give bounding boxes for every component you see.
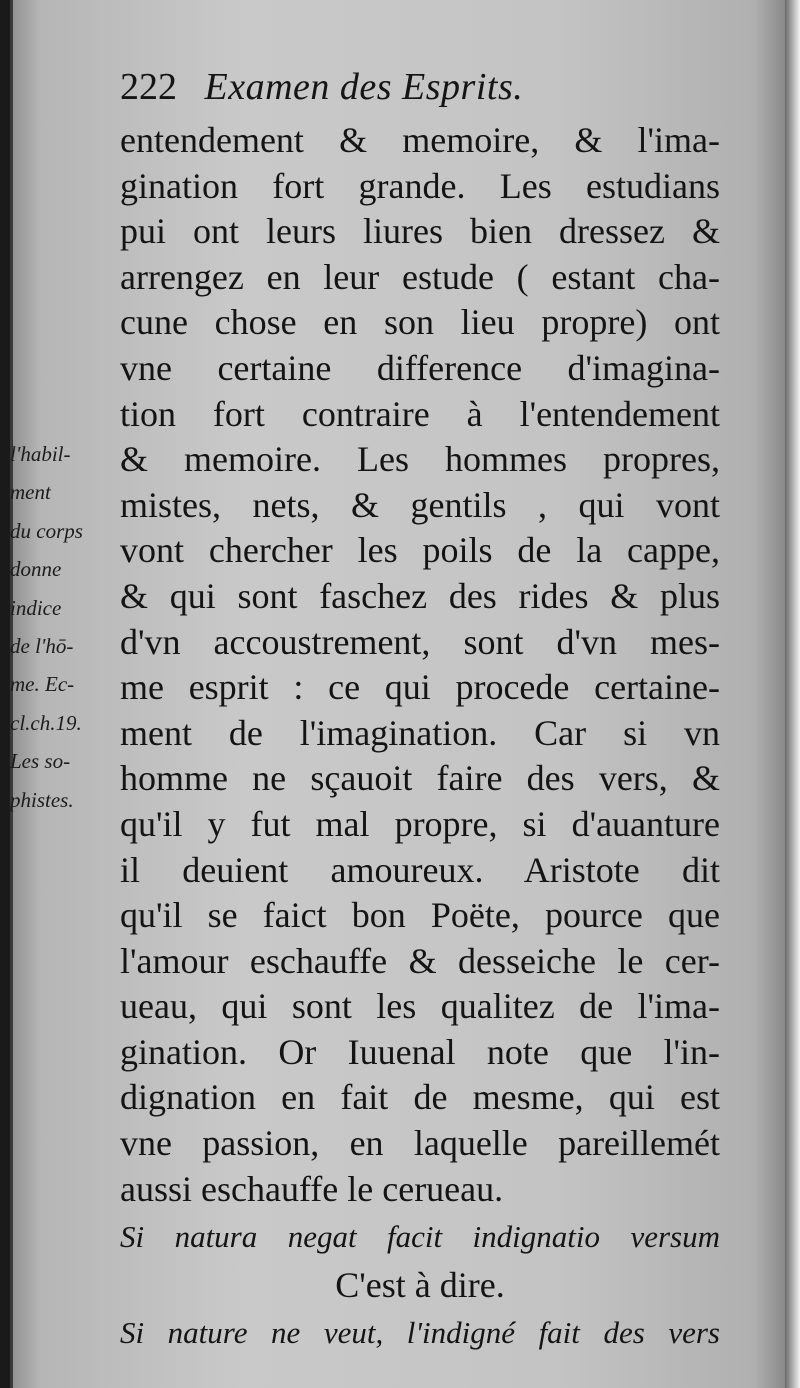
margin-note-line: donne	[10, 557, 62, 582]
latin-verse: Si natura negat facit indignatio versum	[120, 1219, 720, 1255]
french-verse: Si nature ne veut, l'indigné fait des vers	[120, 1315, 720, 1351]
body-text	[120, 118, 720, 1358]
text-line: qu'il se faict bon Poëte, pource que	[120, 895, 720, 936]
text-line: tion fort contraire à l'entendement	[120, 393, 720, 434]
book-page	[10, 0, 785, 1388]
margin-note-line: Les so-	[10, 749, 71, 774]
text-line: vne certaine difference d'imagina-	[120, 347, 720, 388]
text-line: ment de l'imagination. Car si vn	[120, 712, 720, 753]
text-line: entendement & memoire, & l'ima-	[120, 120, 720, 160]
text-line: gination. Or Iuuenal note que l'in-	[120, 1031, 720, 1072]
margin-notes	[10, 435, 110, 819]
prose-lines	[120, 118, 720, 1212]
text-line: ueau, qui sont les qualitez de l'ima-	[120, 986, 720, 1027]
text-line: il deuient amoureux. Aristote dit	[120, 849, 720, 890]
margin-note-line: de l'hō-	[10, 633, 74, 658]
text-line: & memoire. Les hommes propres,	[120, 439, 720, 480]
text-line: qu'il y fut mal propre, si d'auanture	[120, 803, 720, 844]
margin-note-line: ment	[10, 480, 51, 505]
text-line: gination fort grande. Les estudians	[120, 165, 720, 206]
page-edge	[785, 0, 800, 1388]
text-line: homme ne sçauoit faire des vers, &	[120, 758, 720, 799]
text-line: mistes, nets, & gentils , qui vont	[120, 484, 720, 525]
text-line: vne passion, en laquelle pareillemét	[120, 1123, 720, 1164]
text-line: aussi eschauffe le cerueau.	[120, 1168, 504, 1209]
text-line: me esprit : ce qui procede certaine-	[120, 667, 720, 708]
margin-note-line: me. Ec-	[10, 672, 75, 697]
margin-note-line: indice	[10, 595, 62, 620]
page-header	[120, 62, 640, 112]
text-line: cune chose en son lieu propre) ont	[120, 302, 720, 343]
text-line: dignation en fait de mesme, qui est	[120, 1077, 720, 1118]
text-line: d'vn accoustrement, sont d'vn mes-	[120, 621, 720, 662]
text-line: pui ont leurs liures bien dressez &	[120, 211, 720, 252]
margin-note-line: l'habil-	[10, 442, 71, 466]
margin-note-line: du corps	[10, 518, 83, 543]
text-line: vont chercher les poils de la cappe,	[120, 530, 720, 571]
margin-note-line: phistes.	[10, 787, 74, 812]
page-number: 222	[120, 66, 177, 108]
text-line: l'amour eschauffe & desseiche le cer-	[120, 940, 720, 981]
verse-transition: C'est à dire.	[335, 1265, 505, 1306]
running-title: Examen des Esprits.	[204, 66, 524, 108]
text-line: arrengez en leur estude ( estant cha-	[120, 256, 720, 297]
margin-note-line: cl.ch.19.	[10, 710, 82, 735]
text-line: & qui sont faschez des rides & plus	[120, 575, 720, 616]
